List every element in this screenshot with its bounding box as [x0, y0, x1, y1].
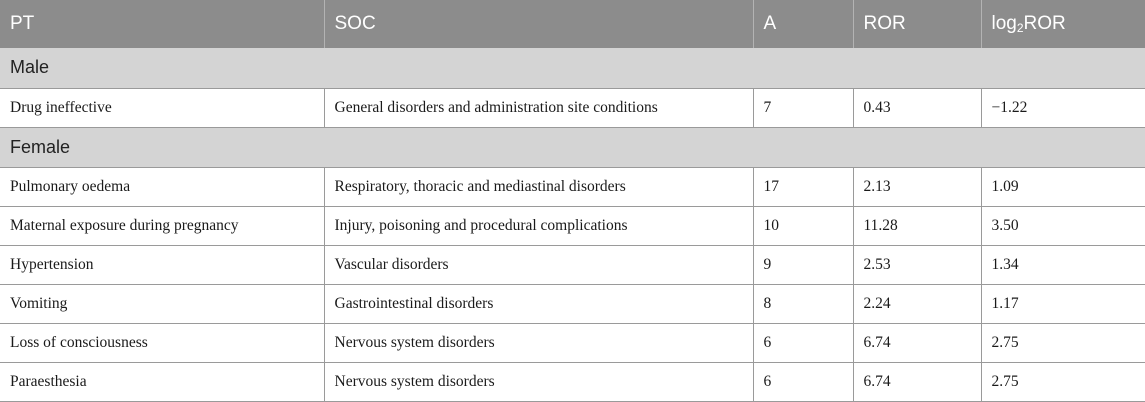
- cell-pt: Maternal exposure during pregnancy: [0, 206, 324, 245]
- table-body: [0, 48, 1145, 401]
- cell-ror: 2.24: [853, 284, 981, 323]
- group-row-female: [0, 127, 1145, 167]
- cell-a: 10: [753, 206, 853, 245]
- cell-a: 8: [753, 284, 853, 323]
- table-row: [0, 88, 1145, 127]
- cell-log2ror: 2.75: [981, 323, 1145, 362]
- cell-ror: 2.13: [853, 167, 981, 206]
- header-log2ror-subscript: 2: [1016, 21, 1024, 35]
- table-header: [0, 0, 1145, 48]
- cell-ror: 6.74: [853, 323, 981, 362]
- group-label-female: Female: [0, 127, 1145, 167]
- table-row: [0, 245, 1145, 284]
- cell-ror: 2.53: [853, 245, 981, 284]
- header-pt: PT: [0, 0, 324, 48]
- header-log2ror-suffix: ROR: [1023, 13, 1066, 34]
- header-a: A: [753, 0, 853, 48]
- cell-log2ror: 3.50: [981, 206, 1145, 245]
- cell-pt: Hypertension: [0, 245, 324, 284]
- cell-ror: 0.43: [853, 88, 981, 127]
- cell-pt: Pulmonary oedema: [0, 167, 324, 206]
- cell-pt: Drug ineffective: [0, 88, 324, 127]
- cell-a: 9: [753, 245, 853, 284]
- cell-pt: Vomiting: [0, 284, 324, 323]
- header-ror: ROR: [853, 0, 981, 48]
- header-row: [0, 0, 1145, 48]
- cell-ror: 11.28: [853, 206, 981, 245]
- cell-log2ror: 1.17: [981, 284, 1145, 323]
- header-log2ror-prefix: log: [991, 13, 1017, 34]
- cell-log2ror: 2.75: [981, 362, 1145, 401]
- cell-pt: Loss of consciousness: [0, 323, 324, 362]
- table-row: [0, 284, 1145, 323]
- table-row: [0, 206, 1145, 245]
- header-log2ror: [981, 0, 1145, 48]
- group-label-male: Male: [0, 48, 1145, 88]
- cell-ror: 6.74: [853, 362, 981, 401]
- table-row: [0, 362, 1145, 401]
- cell-soc: Nervous system disorders: [324, 362, 753, 401]
- cell-a: 17: [753, 167, 853, 206]
- cell-soc: Vascular disorders: [324, 245, 753, 284]
- cell-log2ror: 1.34: [981, 245, 1145, 284]
- cell-soc: Injury, poisoning and procedural complications: [324, 206, 753, 245]
- table-row: [0, 323, 1145, 362]
- cell-a: 6: [753, 362, 853, 401]
- cell-log2ror: 1.09: [981, 167, 1145, 206]
- cell-soc: Nervous system disorders: [324, 323, 753, 362]
- cell-soc: General disorders and administration site conditions: [324, 88, 753, 127]
- cell-pt: Paraesthesia: [0, 362, 324, 401]
- cell-a: 7: [753, 88, 853, 127]
- header-soc: SOC: [324, 0, 753, 48]
- cell-soc: Gastrointestinal disorders: [324, 284, 753, 323]
- cell-soc: Respiratory, thoracic and mediastinal disorders: [324, 167, 753, 206]
- table-row: [0, 167, 1145, 206]
- group-row-male: [0, 48, 1145, 88]
- cell-log2ror: −1.22: [981, 88, 1145, 127]
- cell-a: 6: [753, 323, 853, 362]
